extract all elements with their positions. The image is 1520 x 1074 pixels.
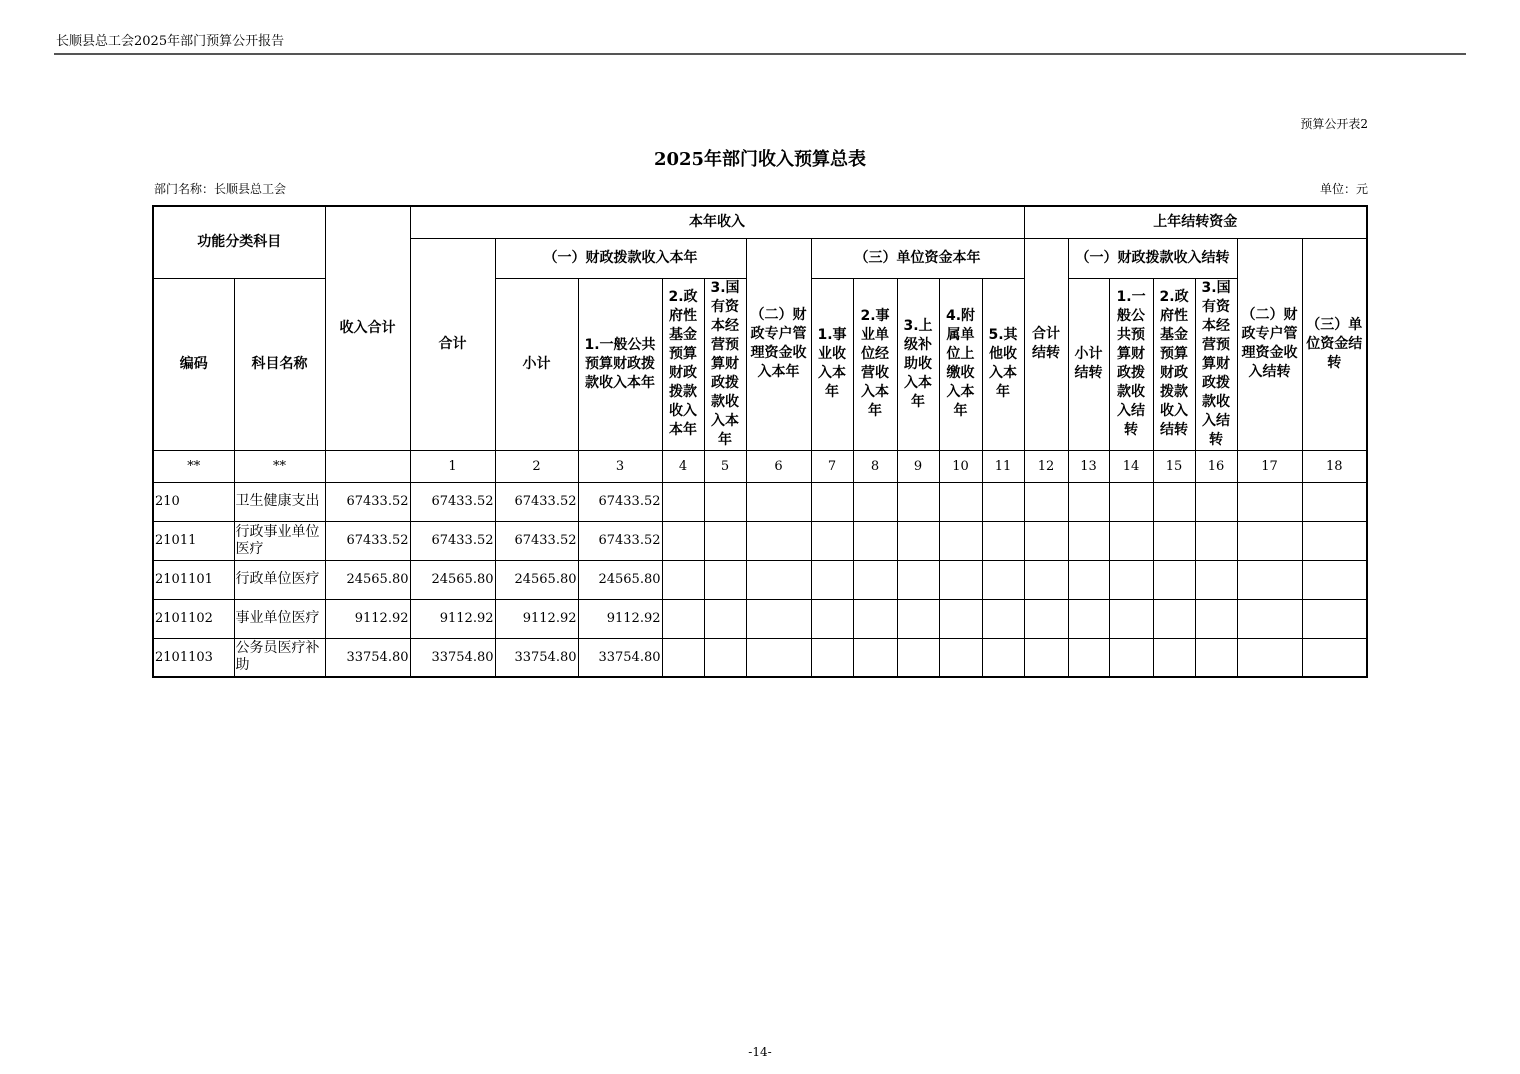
row-ty-total: 33754.80: [410, 638, 495, 677]
empty-cell: [704, 638, 746, 677]
empty-cell: [1153, 482, 1195, 521]
empty-cell: [853, 638, 897, 677]
empty-cell: [662, 599, 704, 638]
empty-cell: [704, 560, 746, 599]
header-subject-name: 科目名称: [234, 278, 325, 450]
empty-cell: [897, 599, 939, 638]
empty-cell: [1237, 560, 1302, 599]
row-ty-total: 24565.80: [410, 560, 495, 599]
index-cell: 1: [410, 450, 495, 482]
empty-cell: [1109, 599, 1153, 638]
empty-cell: [811, 599, 853, 638]
empty-cell: [1195, 638, 1237, 677]
empty-cell: [853, 560, 897, 599]
row-code: 2101103: [153, 638, 234, 677]
empty-cell: [746, 482, 811, 521]
empty-cell: [1024, 521, 1068, 560]
row-ty-general-budget: 24565.80: [578, 560, 662, 599]
header-ty-general-budget: 1.一般公共预算财政拨款收入本年: [578, 278, 662, 450]
form-number: 预算公开表2: [1300, 117, 1368, 131]
table-row: [153, 638, 1367, 677]
index-cell: **: [153, 450, 234, 482]
header-co-fiscal: （一）财政拨款收入结转: [1068, 238, 1237, 278]
index-cell: 7: [811, 450, 853, 482]
empty-cell: [1109, 482, 1153, 521]
empty-cell: [662, 638, 704, 677]
row-subject-name: 行政单位医疗: [234, 560, 325, 599]
empty-cell: [853, 521, 897, 560]
empty-cell: [939, 482, 982, 521]
row-total-income: 67433.52: [325, 521, 410, 560]
header-rule: [54, 53, 1466, 55]
row-subject-name: 公务员医疗补助: [234, 638, 325, 677]
index-cell: 14: [1109, 450, 1153, 482]
empty-cell: [1153, 560, 1195, 599]
header-co-state-capital: 3.国有资本经营预算财政拨款收入结转: [1195, 278, 1237, 450]
empty-cell: [1068, 521, 1109, 560]
header-ty-business-income: 1.事业收入本年: [811, 278, 853, 450]
index-cell: 10: [939, 450, 982, 482]
empty-cell: [1302, 521, 1367, 560]
header-function-classification: 功能分类科目: [153, 206, 325, 278]
empty-cell: [1109, 521, 1153, 560]
row-ty-total: 67433.52: [410, 482, 495, 521]
empty-cell: [1153, 599, 1195, 638]
page-title: 2025年部门收入预算总表: [653, 149, 867, 170]
header-ty-superior-subsidy: 3.上级补助收入本年: [897, 278, 939, 450]
empty-cell: [1068, 482, 1109, 521]
index-cell: 8: [853, 450, 897, 482]
index-cell: 2: [495, 450, 578, 482]
row-subject-name: 行政事业单位医疗: [234, 521, 325, 560]
empty-cell: [1109, 638, 1153, 677]
header-co-fiscal-subtotal: 小计结转: [1068, 278, 1109, 450]
header-ty-total: 合计: [410, 238, 495, 450]
empty-cell: [1237, 638, 1302, 677]
index-cell: **: [234, 450, 325, 482]
header-ty-government-fund: 2.政府性基金预算财政拨款收入本年: [662, 278, 704, 450]
empty-cell: [1024, 560, 1068, 599]
row-code: 21011: [153, 521, 234, 560]
header-ty-affiliate-turnover: 4.附属单位上缴收入本年: [939, 278, 982, 450]
empty-cell: [897, 638, 939, 677]
empty-cell: [982, 638, 1024, 677]
header-total-income: 收入合计: [325, 206, 410, 450]
row-ty-total: 67433.52: [410, 521, 495, 560]
page-number: -14-: [748, 1045, 772, 1059]
empty-cell: [1302, 599, 1367, 638]
empty-cell: [1153, 521, 1195, 560]
row-total-income: 67433.52: [325, 482, 410, 521]
empty-cell: [704, 599, 746, 638]
empty-cell: [704, 482, 746, 521]
index-cell: 15: [1153, 450, 1195, 482]
empty-cell: [1237, 599, 1302, 638]
header-co-total: 合计结转: [1024, 238, 1068, 450]
table-row: [153, 599, 1367, 638]
index-cell: 17: [1237, 450, 1302, 482]
empty-cell: [939, 521, 982, 560]
index-cell: 16: [1195, 450, 1237, 482]
row-code: 2101101: [153, 560, 234, 599]
empty-cell: [1237, 521, 1302, 560]
empty-cell: [897, 521, 939, 560]
row-ty-fiscal-subtotal: 24565.80: [495, 560, 578, 599]
header-ty-other-income: 5.其他收入本年: [982, 278, 1024, 450]
index-cell: 3: [578, 450, 662, 482]
income-budget-table: [152, 205, 1368, 678]
index-cell: 11: [982, 450, 1024, 482]
empty-cell: [1195, 599, 1237, 638]
row-subject-name: 卫生健康支出: [234, 482, 325, 521]
row-ty-fiscal-subtotal: 9112.92: [495, 599, 578, 638]
header-ty-state-capital: 3.国有资本经营预算财政拨款收入本年: [704, 278, 746, 450]
index-cell: 9: [897, 450, 939, 482]
empty-cell: [746, 638, 811, 677]
header-ty-unit-funds: （三）单位资金本年: [811, 238, 1024, 278]
header-ty-fiscal: （一）财政拨款收入本年: [495, 238, 746, 278]
empty-cell: [1068, 560, 1109, 599]
empty-cell: [1195, 482, 1237, 521]
empty-cell: [1109, 560, 1153, 599]
empty-cell: [746, 521, 811, 560]
table-row: [153, 482, 1367, 521]
row-ty-fiscal-subtotal: 67433.52: [495, 521, 578, 560]
header-ty-special-account: （二）财政专户管理资金收入本年: [746, 238, 811, 450]
department-name: 部门名称：长顺县总工会: [154, 182, 287, 196]
empty-cell: [662, 521, 704, 560]
empty-cell: [982, 482, 1024, 521]
index-cell: 6: [746, 450, 811, 482]
row-total-income: 9112.92: [325, 599, 410, 638]
column-index-row: [153, 450, 1367, 482]
row-ty-general-budget: 9112.92: [578, 599, 662, 638]
empty-cell: [939, 638, 982, 677]
row-code: 2101102: [153, 599, 234, 638]
empty-cell: [982, 599, 1024, 638]
header-co-special-account: （二）财政专户管理资金收入结转: [1237, 238, 1302, 450]
index-cell: 5: [704, 450, 746, 482]
empty-cell: [1068, 638, 1109, 677]
row-subject-name: 事业单位医疗: [234, 599, 325, 638]
row-total-income: 33754.80: [325, 638, 410, 677]
row-ty-general-budget: 67433.52: [578, 521, 662, 560]
empty-cell: [1195, 521, 1237, 560]
empty-cell: [897, 560, 939, 599]
row-total-income: 24565.80: [325, 560, 410, 599]
empty-cell: [704, 521, 746, 560]
table-row: [153, 521, 1367, 560]
empty-cell: [811, 560, 853, 599]
empty-cell: [746, 560, 811, 599]
empty-cell: [811, 482, 853, 521]
empty-cell: [853, 482, 897, 521]
header-ty-operating-income: 2.事业单位经营收入本年: [853, 278, 897, 450]
empty-cell: [1024, 638, 1068, 677]
empty-cell: [982, 521, 1024, 560]
empty-cell: [1302, 482, 1367, 521]
table-row: [153, 560, 1367, 599]
index-cell: 4: [662, 450, 704, 482]
running-title: 长顺县总工会2025年部门预算公开报告: [56, 34, 285, 49]
empty-cell: [662, 482, 704, 521]
empty-cell: [811, 521, 853, 560]
header-co-government-fund: 2.政府性基金预算财政拨款收入结转: [1153, 278, 1195, 450]
empty-cell: [1195, 560, 1237, 599]
empty-cell: [939, 599, 982, 638]
header-this-year-income: 本年收入: [410, 206, 1024, 238]
index-cell: [325, 450, 410, 482]
index-cell: 12: [1024, 450, 1068, 482]
header-co-general-budget: 1.一般公共预算财政拨款收入结转: [1109, 278, 1153, 450]
empty-cell: [1024, 482, 1068, 521]
header-code: 编码: [153, 278, 234, 450]
row-ty-general-budget: 33754.80: [578, 638, 662, 677]
currency-unit: 单位：元: [1319, 182, 1368, 196]
empty-cell: [982, 560, 1024, 599]
header-co-unit-funds: （三）单位资金结转: [1302, 238, 1367, 450]
empty-cell: [1153, 638, 1195, 677]
row-ty-fiscal-subtotal: 67433.52: [495, 482, 578, 521]
header-ty-fiscal-subtotal: 小计: [495, 278, 578, 450]
empty-cell: [897, 482, 939, 521]
empty-cell: [662, 560, 704, 599]
index-cell: 18: [1302, 450, 1367, 482]
row-ty-general-budget: 67433.52: [578, 482, 662, 521]
header-carryover-funds: 上年结转资金: [1024, 206, 1367, 238]
empty-cell: [853, 599, 897, 638]
row-ty-total: 9112.92: [410, 599, 495, 638]
empty-cell: [939, 560, 982, 599]
empty-cell: [1068, 599, 1109, 638]
empty-cell: [1237, 482, 1302, 521]
empty-cell: [746, 599, 811, 638]
empty-cell: [1024, 599, 1068, 638]
row-ty-fiscal-subtotal: 33754.80: [495, 638, 578, 677]
empty-cell: [811, 638, 853, 677]
empty-cell: [1302, 560, 1367, 599]
row-code: 210: [153, 482, 234, 521]
index-cell: 13: [1068, 450, 1109, 482]
empty-cell: [1302, 638, 1367, 677]
